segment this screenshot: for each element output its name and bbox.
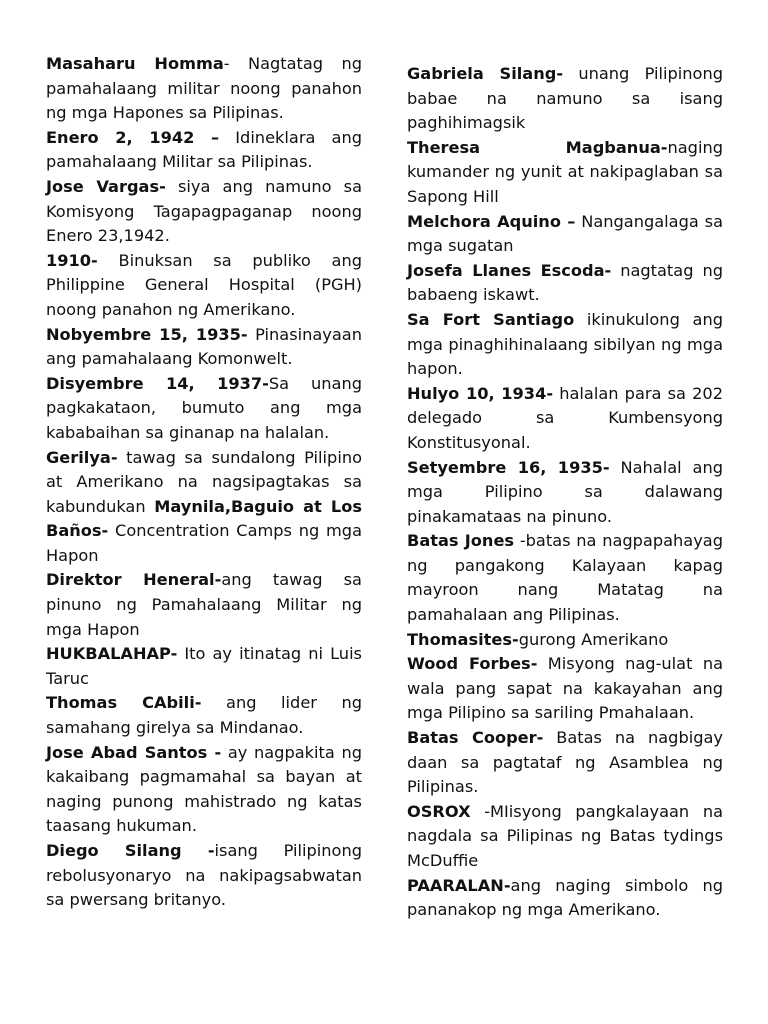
entry-masaharu-homma bbox=[46, 52, 362, 126]
entry-definition: unang Pilipinong babae na namuno sa isang paghihimagsik bbox=[407, 64, 723, 133]
entry-thomasites bbox=[407, 628, 723, 653]
entry-definition: tawag sa sundalong Pilipino at Amerikano na nagsipagtakas sa kabundukan bbox=[46, 447, 362, 516]
entry-fort-santiago bbox=[407, 308, 723, 382]
entry-term: Melchora Aquino – bbox=[407, 211, 576, 231]
entry-disyembre-14-1937 bbox=[46, 372, 362, 446]
entry-definition: ikinukulong ang mga pinaghihinalaang sibilyan ng mga hapon. bbox=[407, 309, 723, 379]
entry-gabriela-silang bbox=[407, 62, 723, 136]
entry-definition: -MIisyong pangkalayaan na nagdala sa Pilipinas ng Batas tydings McDuffie bbox=[407, 801, 723, 870]
entry-term: Gabriela Silang- bbox=[407, 64, 564, 83]
entry-definition: ang naging simbolo ng pananakop ng mga Amerikano. bbox=[407, 875, 723, 920]
entry-term: Disyembre 14, 1937- bbox=[46, 373, 269, 393]
entry-batas-jones bbox=[407, 529, 723, 627]
entry-term: Thomasites- bbox=[407, 629, 519, 649]
entry-term: Thomas CAbili- bbox=[46, 693, 202, 713]
entry-term: Masaharu Homma bbox=[46, 54, 224, 73]
entry-term: Nobyembre 15, 1935- bbox=[46, 324, 248, 344]
entry-diego-silang bbox=[46, 839, 362, 913]
entry-josefa-llanes-escoda bbox=[407, 259, 723, 308]
entry-batas-cooper bbox=[407, 726, 723, 800]
entry-hulyo-10-1934 bbox=[407, 382, 723, 456]
entry-setyembre-16-1935 bbox=[407, 456, 723, 530]
right-column bbox=[407, 62, 723, 923]
entry-definition: siya ang namuno sa Komisyong Tagapagpaganap noong Enero 23,1942. bbox=[46, 176, 362, 246]
entry-definition: Nangangalaga sa mga sugatan bbox=[407, 211, 723, 256]
entry-definition: isang Pilipinong rebolusyonaryo na nakipagsabwatan sa pwersang britanyo. bbox=[46, 841, 362, 910]
entry-term: PAARALAN- bbox=[407, 875, 511, 895]
entry-direktor-heneral bbox=[46, 568, 362, 642]
entry-term-secondary: Maynila,Baguio at Los Baños- bbox=[46, 496, 362, 541]
entry-definition: Binuksan sa publiko ang Philippine General Hospital (PGH) noong panahon ng Amerikano. bbox=[46, 250, 362, 319]
entry-definition: - Nagtatag ng pamahalaang militar noong panahon ng mga Hapones sa Pilipinas. bbox=[46, 54, 362, 123]
left-column bbox=[46, 52, 362, 913]
entry-term: Gerilya- bbox=[46, 447, 118, 467]
entry-definition: Batas na nagbigay daan sa pagtataf ng Asamblea ng Pilipinas. bbox=[407, 728, 723, 797]
entry-definition: naging kumander ng yunit at nakipaglaban sa Sapong Hill bbox=[407, 137, 723, 206]
entry-term: Setyembre 16, 1935- bbox=[407, 457, 610, 477]
entry-definition: Nahalal ang mga Pilipino sa dalawang pinakamataas na pinuno. bbox=[407, 457, 724, 526]
entry-definition: Misyong nag-ulat na wala pang sapat na kakayahan ang mga Pilipino sa sariling Pmahalaan. bbox=[407, 654, 723, 723]
entry-term: Sa Fort Santiago bbox=[407, 309, 575, 329]
entry-definition: -batas na nagpapahayag ng pangakong Kalayaan kapag mayroon nang Matatag na pamahalaan ang Pilipinas. bbox=[407, 531, 723, 625]
entry-definition: gurong Amerikano bbox=[518, 629, 669, 649]
entry-term: Wood Forbes- bbox=[407, 654, 538, 674]
entry-1910 bbox=[46, 249, 362, 323]
entry-definition: Idineklara ang pamahalaang Militar sa Pilipinas. bbox=[46, 127, 362, 172]
entry-term: Josefa Llanes Escoda- bbox=[407, 260, 612, 280]
entry-definition: Ito ay itinatag ni Luis Taruc bbox=[46, 644, 362, 688]
entry-term: Batas Cooper- bbox=[407, 728, 544, 748]
entry-term: HUKBALAHAP- bbox=[46, 644, 178, 664]
entry-definition: Sa unang pagkakataon, bumuto ang mga kababaihan sa ginanap na halalan. bbox=[46, 373, 362, 442]
entry-gerilya bbox=[46, 446, 362, 569]
entry-theresa-magbanua bbox=[407, 136, 723, 210]
entry-definition: halalan para sa 202 delegado sa Kumbensyong Konstitusyonal. bbox=[407, 383, 724, 452]
entry-hukbalahap bbox=[46, 642, 362, 691]
entry-term: Enero 2, 1942 – bbox=[46, 127, 220, 147]
entry-definition: ang lider ng samahang girelya sa Mindanao. bbox=[46, 693, 363, 738]
entry-term: Jose Abad Santos - bbox=[46, 742, 222, 762]
entry-term: OSROX bbox=[407, 801, 471, 821]
entry-term: Diego Silang - bbox=[46, 841, 215, 860]
entry-definition: ang tawag sa pinuno ng Pamahalaang Militar ng mga Hapon bbox=[46, 570, 362, 639]
entry-jose-vargas bbox=[46, 175, 362, 249]
entry-term: Direktor Heneral- bbox=[46, 570, 222, 590]
entry-osrox bbox=[407, 800, 723, 874]
entry-term: Theresa Magbanua- bbox=[407, 137, 668, 157]
entry-jose-abad-santos bbox=[46, 741, 362, 839]
entry-nobyembre-15-1935 bbox=[46, 323, 362, 372]
entry-definition: Pinasinayaan ang pamahalaang Komonwelt. bbox=[46, 324, 362, 369]
entry-term: 1910- bbox=[46, 250, 98, 270]
entry-definition: nagtatag ng babaeng iskawt. bbox=[407, 260, 723, 305]
entry-term: Hulyo 10, 1934- bbox=[407, 383, 554, 403]
entry-enero-2-1942 bbox=[46, 126, 362, 175]
entry-melchora-aquino bbox=[407, 210, 723, 259]
entry-wood-forbes bbox=[407, 652, 723, 726]
entry-term: Batas Jones bbox=[407, 531, 515, 551]
entry-paaralan bbox=[407, 874, 723, 923]
entry-definition-secondary: Concentration Camps ng mga Hapon bbox=[46, 521, 362, 565]
entry-definition: ay nagpakita ng kakaibang pagmamahal sa bayan at naging punong mahistrado ng katas taasang hukuman. bbox=[46, 742, 362, 836]
entry-thomas-cabili bbox=[46, 691, 362, 740]
entry-term: Jose Vargas- bbox=[46, 176, 166, 196]
